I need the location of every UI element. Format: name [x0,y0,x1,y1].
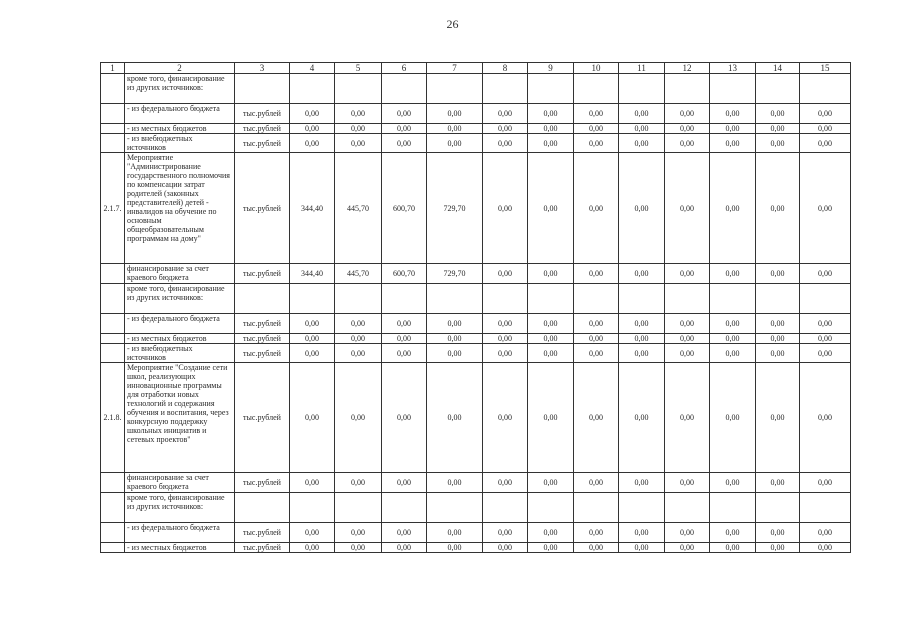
value-cell: 0,00 [382,124,427,134]
value-cell: 0,00 [756,264,800,284]
row-code [101,104,125,124]
table-row [101,104,851,124]
row-unit: тыс.рублей [235,473,290,493]
column-header-10: 10 [574,63,619,74]
value-cell: 0,00 [528,363,574,473]
row-code [101,523,125,543]
value-cell [528,284,574,314]
value-cell: 0,00 [335,363,382,473]
value-cell: 0,00 [800,134,851,153]
value-cell: 0,00 [710,344,756,363]
value-cell: 0,00 [800,104,851,124]
value-cell: 0,00 [427,134,483,153]
row-unit: тыс.рублей [235,153,290,264]
row-code [101,334,125,344]
row-code: 2.1.7. [101,153,125,264]
value-cell: 0,00 [427,344,483,363]
value-cell: 0,00 [483,104,528,124]
value-cell [756,74,800,104]
value-cell [335,74,382,104]
value-cell: 0,00 [382,334,427,344]
value-cell: 0,00 [800,543,851,553]
value-cell [427,493,483,523]
value-cell [290,74,335,104]
value-cell [574,284,619,314]
value-cell: 0,00 [427,543,483,553]
value-cell: 0,00 [528,473,574,493]
value-cell: 0,00 [665,334,710,344]
value-cell: 0,00 [528,314,574,334]
value-cell: 0,00 [382,314,427,334]
value-cell: 0,00 [665,104,710,124]
row-code: 2.1.8. [101,363,125,473]
row-unit: тыс.рублей [235,363,290,473]
value-cell [290,284,335,314]
budget-table [100,62,851,553]
value-cell: 0,00 [335,334,382,344]
value-cell: 0,00 [574,104,619,124]
row-code [101,473,125,493]
row-unit: тыс.рублей [235,543,290,553]
value-cell [800,493,851,523]
value-cell: 0,00 [756,314,800,334]
value-cell: 0,00 [528,153,574,264]
column-header-3: 3 [235,63,290,74]
value-cell: 0,00 [710,314,756,334]
row-name: - из федерального бюджета [125,314,235,334]
value-cell: 729,70 [427,153,483,264]
value-cell: 0,00 [427,363,483,473]
value-cell: 0,00 [619,153,665,264]
column-header-7: 7 [427,63,483,74]
value-cell: 0,00 [619,124,665,134]
value-cell: 0,00 [665,134,710,153]
column-header-15: 15 [800,63,851,74]
value-cell [710,284,756,314]
value-cell [756,284,800,314]
row-code [101,264,125,284]
value-cell: 0,00 [574,124,619,134]
row-unit: тыс.рублей [235,134,290,153]
value-cell: 0,00 [574,473,619,493]
row-name: финансирование за счет краевого бюджета [125,473,235,493]
value-cell: 0,00 [665,363,710,473]
value-cell [756,493,800,523]
value-cell: 0,00 [756,473,800,493]
column-header-5: 5 [335,63,382,74]
value-cell [483,493,528,523]
value-cell: 0,00 [619,334,665,344]
value-cell: 0,00 [290,543,335,553]
value-cell: 0,00 [483,134,528,153]
value-cell [574,493,619,523]
value-cell: 0,00 [335,543,382,553]
value-cell: 0,00 [528,124,574,134]
value-cell: 0,00 [382,543,427,553]
value-cell [710,493,756,523]
value-cell: 0,00 [528,543,574,553]
value-cell: 0,00 [382,473,427,493]
row-unit [235,493,290,523]
value-cell [483,74,528,104]
column-header-1: 1 [101,63,125,74]
table-row [101,264,851,284]
value-cell: 0,00 [710,543,756,553]
value-cell: 0,00 [710,104,756,124]
row-name: кроме того, финансирование из других источников: [125,284,235,314]
value-cell: 0,00 [665,264,710,284]
row-name: кроме того, финансирование из других источников: [125,74,235,104]
value-cell: 0,00 [619,104,665,124]
value-cell: 0,00 [756,104,800,124]
value-cell [665,493,710,523]
row-name: Мероприятие "Администрирование государственного полномочия по компенсации затрат родителей (законных представителей) детей - инвалидов на обучение по основным общеобразовательным программам на дому" [125,153,235,264]
value-cell [574,74,619,104]
value-cell: 0,00 [483,153,528,264]
value-cell: 0,00 [710,473,756,493]
value-cell: 0,00 [382,363,427,473]
value-cell: 0,00 [756,344,800,363]
value-cell: 0,00 [665,124,710,134]
value-cell: 0,00 [800,153,851,264]
row-name: - из федерального бюджета [125,523,235,543]
row-unit [235,74,290,104]
value-cell: 0,00 [665,314,710,334]
value-cell: 0,00 [382,344,427,363]
value-cell: 0,00 [574,523,619,543]
row-code [101,314,125,334]
table-row [101,363,851,473]
value-cell: 0,00 [574,363,619,473]
value-cell: 0,00 [800,334,851,344]
value-cell: 0,00 [290,314,335,334]
row-unit: тыс.рублей [235,523,290,543]
table-row [101,284,851,314]
value-cell: 344,40 [290,264,335,284]
value-cell: 0,00 [710,264,756,284]
value-cell: 0,00 [528,264,574,284]
value-cell: 0,00 [483,334,528,344]
column-header-6: 6 [382,63,427,74]
value-cell: 0,00 [665,523,710,543]
value-cell: 0,00 [382,523,427,543]
value-cell: 0,00 [619,363,665,473]
value-cell [710,74,756,104]
table-row [101,473,851,493]
table-row [101,153,851,264]
row-name: - из внебюджетных источников [125,134,235,153]
value-cell: 0,00 [528,334,574,344]
row-name: кроме того, финансирование из других источников: [125,493,235,523]
table-row [101,134,851,153]
column-header-9: 9 [528,63,574,74]
table-row [101,314,851,334]
value-cell: 0,00 [619,314,665,334]
value-cell: 0,00 [665,473,710,493]
row-name: финансирование за счет краевого бюджета [125,264,235,284]
value-cell: 0,00 [574,264,619,284]
value-cell: 0,00 [619,473,665,493]
row-unit: тыс.рублей [235,124,290,134]
value-cell: 0,00 [800,264,851,284]
value-cell: 0,00 [483,523,528,543]
row-code [101,124,125,134]
value-cell: 0,00 [710,134,756,153]
value-cell: 0,00 [800,344,851,363]
value-cell [335,284,382,314]
row-unit [235,284,290,314]
row-name: - из местных бюджетов [125,334,235,344]
table-row [101,493,851,523]
table-row [101,543,851,553]
value-cell [382,74,427,104]
value-cell: 0,00 [290,124,335,134]
row-name: - из местных бюджетов [125,543,235,553]
value-cell: 0,00 [619,543,665,553]
row-code [101,74,125,104]
row-code [101,134,125,153]
row-unit: тыс.рублей [235,344,290,363]
value-cell: 0,00 [756,543,800,553]
column-header-2: 2 [125,63,235,74]
value-cell: 0,00 [528,523,574,543]
value-cell: 0,00 [335,344,382,363]
value-cell: 0,00 [756,523,800,543]
header-row [101,63,851,74]
value-cell [619,74,665,104]
value-cell: 0,00 [335,104,382,124]
row-code [101,344,125,363]
value-cell [665,284,710,314]
value-cell: 0,00 [665,543,710,553]
value-cell: 0,00 [665,344,710,363]
row-code [101,284,125,314]
value-cell: 0,00 [756,153,800,264]
row-code [101,493,125,523]
value-cell: 0,00 [335,473,382,493]
value-cell: 0,00 [619,134,665,153]
value-cell: 600,70 [382,264,427,284]
value-cell: 0,00 [800,523,851,543]
value-cell: 0,00 [483,344,528,363]
value-cell: 0,00 [756,334,800,344]
value-cell: 0,00 [619,523,665,543]
column-header-13: 13 [710,63,756,74]
value-cell: 0,00 [800,363,851,473]
value-cell: 0,00 [382,104,427,124]
value-cell [382,493,427,523]
value-cell: 0,00 [290,523,335,543]
value-cell: 0,00 [800,314,851,334]
value-cell: 445,70 [335,264,382,284]
value-cell: 0,00 [710,153,756,264]
value-cell: 0,00 [483,473,528,493]
value-cell: 0,00 [427,334,483,344]
row-code [101,543,125,553]
value-cell: 0,00 [574,344,619,363]
value-cell: 0,00 [427,124,483,134]
value-cell [427,74,483,104]
value-cell [335,493,382,523]
value-cell: 0,00 [800,473,851,493]
value-cell: 0,00 [335,314,382,334]
value-cell: 0,00 [528,134,574,153]
value-cell: 0,00 [574,334,619,344]
value-cell: 0,00 [483,363,528,473]
value-cell: 0,00 [756,134,800,153]
value-cell: 0,00 [290,334,335,344]
value-cell: 0,00 [574,543,619,553]
value-cell: 0,00 [710,523,756,543]
value-cell: 0,00 [574,134,619,153]
row-name: - из внебюджетных источников [125,344,235,363]
value-cell [290,493,335,523]
value-cell [800,284,851,314]
value-cell: 0,00 [290,363,335,473]
value-cell: 0,00 [483,264,528,284]
value-cell [483,284,528,314]
value-cell [528,493,574,523]
value-cell: 0,00 [483,543,528,553]
column-header-4: 4 [290,63,335,74]
value-cell: 0,00 [619,344,665,363]
column-header-14: 14 [756,63,800,74]
value-cell: 0,00 [290,344,335,363]
value-cell [528,74,574,104]
value-cell: 0,00 [290,134,335,153]
value-cell: 0,00 [427,473,483,493]
value-cell: 0,00 [619,264,665,284]
value-cell: 600,70 [382,153,427,264]
value-cell: 0,00 [710,124,756,134]
table-row [101,344,851,363]
value-cell [619,284,665,314]
value-cell [427,284,483,314]
table-row [101,74,851,104]
table-row [101,334,851,344]
value-cell: 0,00 [710,334,756,344]
row-name: - из местных бюджетов [125,124,235,134]
table-row [101,523,851,543]
value-cell [619,493,665,523]
value-cell: 0,00 [483,124,528,134]
value-cell [800,74,851,104]
row-unit: тыс.рублей [235,314,290,334]
value-cell: 445,70 [335,153,382,264]
column-header-12: 12 [665,63,710,74]
value-cell: 0,00 [574,153,619,264]
page-number: 26 [446,17,459,31]
value-cell [382,284,427,314]
value-cell: 344,40 [290,153,335,264]
value-cell: 0,00 [382,134,427,153]
value-cell: 0,00 [427,314,483,334]
value-cell: 0,00 [290,104,335,124]
value-cell: 0,00 [427,523,483,543]
row-unit: тыс.рублей [235,334,290,344]
value-cell: 0,00 [335,523,382,543]
row-unit: тыс.рублей [235,104,290,124]
value-cell: 0,00 [710,363,756,473]
value-cell: 0,00 [290,473,335,493]
value-cell: 0,00 [483,314,528,334]
value-cell: 0,00 [756,363,800,473]
column-header-8: 8 [483,63,528,74]
column-header-11: 11 [619,63,665,74]
value-cell: 0,00 [528,104,574,124]
row-name: Мероприятие "Создание сети школ, реализующих инновационные программы для отработки новых технологий и содержания обучения и воспитания, через конкурсную поддержку школьных инициатив и сетевых проектов" [125,363,235,473]
value-cell: 0,00 [756,124,800,134]
value-cell: 0,00 [427,104,483,124]
table-row [101,124,851,134]
row-unit: тыс.рублей [235,264,290,284]
value-cell: 0,00 [800,124,851,134]
value-cell: 0,00 [528,344,574,363]
row-name: - из федерального бюджета [125,104,235,124]
value-cell: 0,00 [665,153,710,264]
value-cell: 0,00 [574,314,619,334]
value-cell: 0,00 [335,124,382,134]
value-cell: 0,00 [335,134,382,153]
value-cell: 729,70 [427,264,483,284]
value-cell [665,74,710,104]
